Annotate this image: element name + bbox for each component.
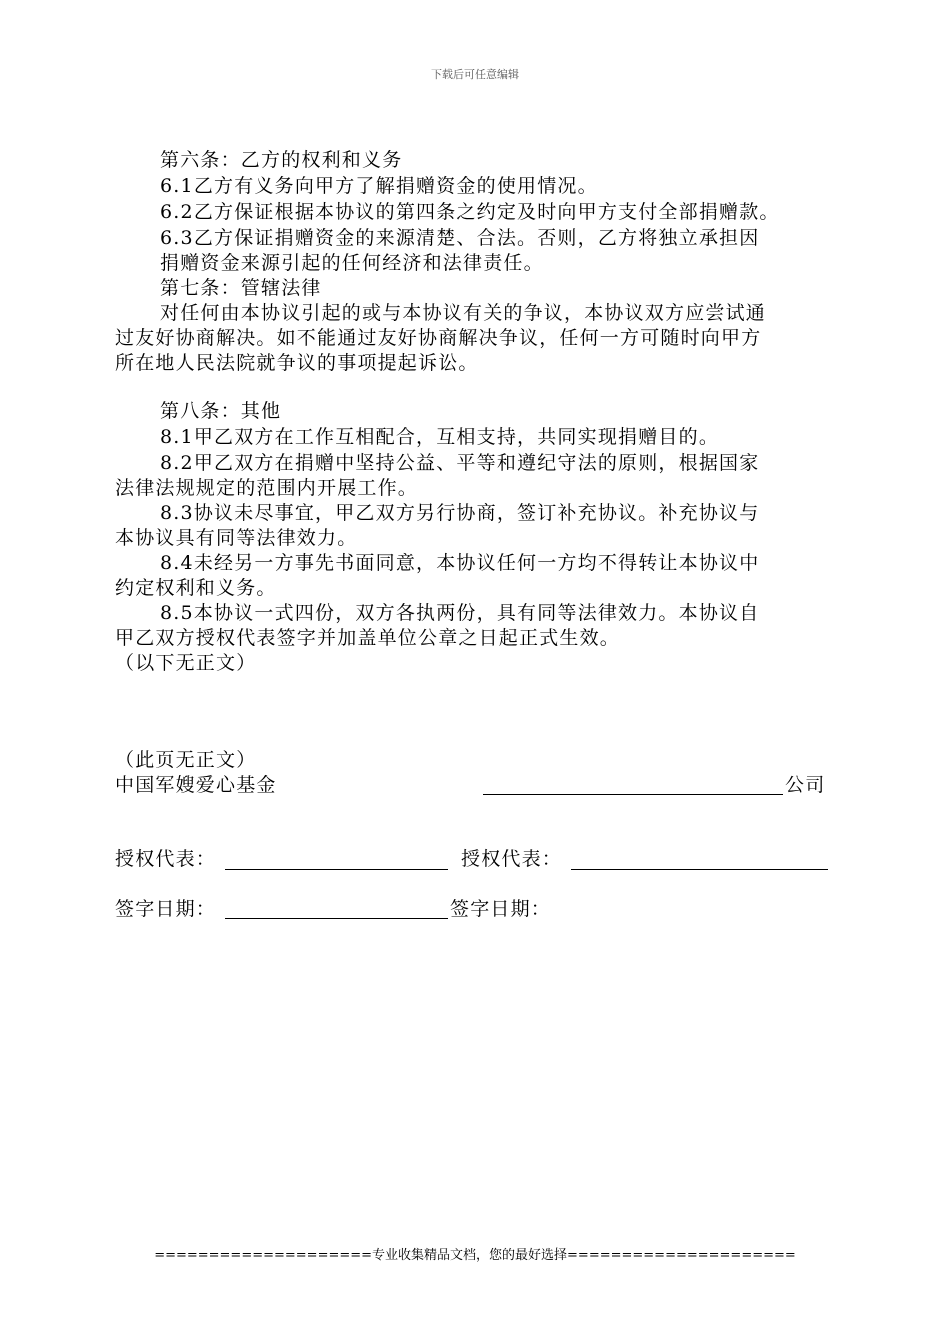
no-more-text-note: （以下无正文） [115, 652, 257, 674]
party-b-rep-label: 授权代表： [461, 848, 563, 870]
page-footer: ====================专业收集精品文档，您的最好选择===================== [154, 1248, 796, 1263]
clause-8-5-line2: 甲乙双方授权代表签字并加盖单位公章之日起正式生效。 [115, 627, 621, 649]
clause-6-3-line1: 6.3乙方保证捐赠资金的来源清楚、合法。否则，乙方将独立承担因 [160, 227, 760, 249]
no-text-page-note: （此页无正文） [115, 749, 257, 771]
party-a-name: 中国军嫂爱心基金 [115, 774, 277, 796]
party-a-rep-blank [225, 869, 448, 870]
party-b-name-blank [483, 794, 783, 795]
article-7-para-line1: 对任何由本协议引起的或与本协议有关的争议，本协议双方应尝试通 [160, 302, 767, 324]
clause-6-3-line2: 捐赠资金来源引起的任何经济和法律责任。 [160, 252, 544, 274]
clause-8-4-line2: 约定权利和义务。 [115, 577, 277, 599]
clause-8-1: 8.1甲乙双方在工作互相配合，互相支持，共同实现捐赠目的。 [160, 426, 720, 448]
clause-6-1: 6.1乙方有义务向甲方了解捐赠资金的使用情况。 [160, 175, 598, 197]
clause-8-3-line1: 8.3协议未尽事宜，甲乙双方另行协商，签订补充协议。补充协议与 [160, 502, 760, 524]
page-header: 下载后可任意编辑 [431, 68, 519, 81]
article-7-heading: 第七条：管辖法律 [160, 277, 322, 299]
article-6-heading: 第六条：乙方的权利和义务 [160, 149, 403, 171]
article-7-para-line3: 所在地人民法院就争议的事项提起诉讼。 [115, 352, 479, 374]
party-b-rep-blank [571, 869, 828, 870]
party-a-date-label: 签字日期： [115, 898, 217, 920]
clause-8-5-line1: 8.5本协议一式四份，双方各执两份，具有同等法律效力。本协议自 [160, 602, 760, 624]
clause-6-2: 6.2乙方保证根据本协议的第四条之约定及时向甲方支付全部捐赠款。 [160, 201, 780, 223]
party-b-date-label: 签字日期： [450, 898, 552, 920]
party-a-rep-label: 授权代表： [115, 848, 217, 870]
clause-8-2-line2: 法律法规规定的范围内开展工作。 [115, 477, 419, 499]
article-8-heading: 第八条：其他 [160, 400, 282, 422]
clause-8-2-line1: 8.2甲乙双方在捐赠中坚持公益、平等和遵纪守法的原则，根据国家 [160, 452, 760, 474]
clause-8-4-line1: 8.4未经另一方事先书面同意，本协议任何一方均不得转让本协议中 [160, 552, 760, 574]
clause-8-3-line2: 本协议具有同等法律效力。 [115, 527, 358, 549]
article-7-para-line2: 过友好协商解决。如不能通过友好协商解决争议，任何一方可随时向甲方 [115, 327, 762, 349]
party-b-suffix: 公司 [785, 774, 826, 796]
party-a-date-blank [225, 918, 448, 919]
